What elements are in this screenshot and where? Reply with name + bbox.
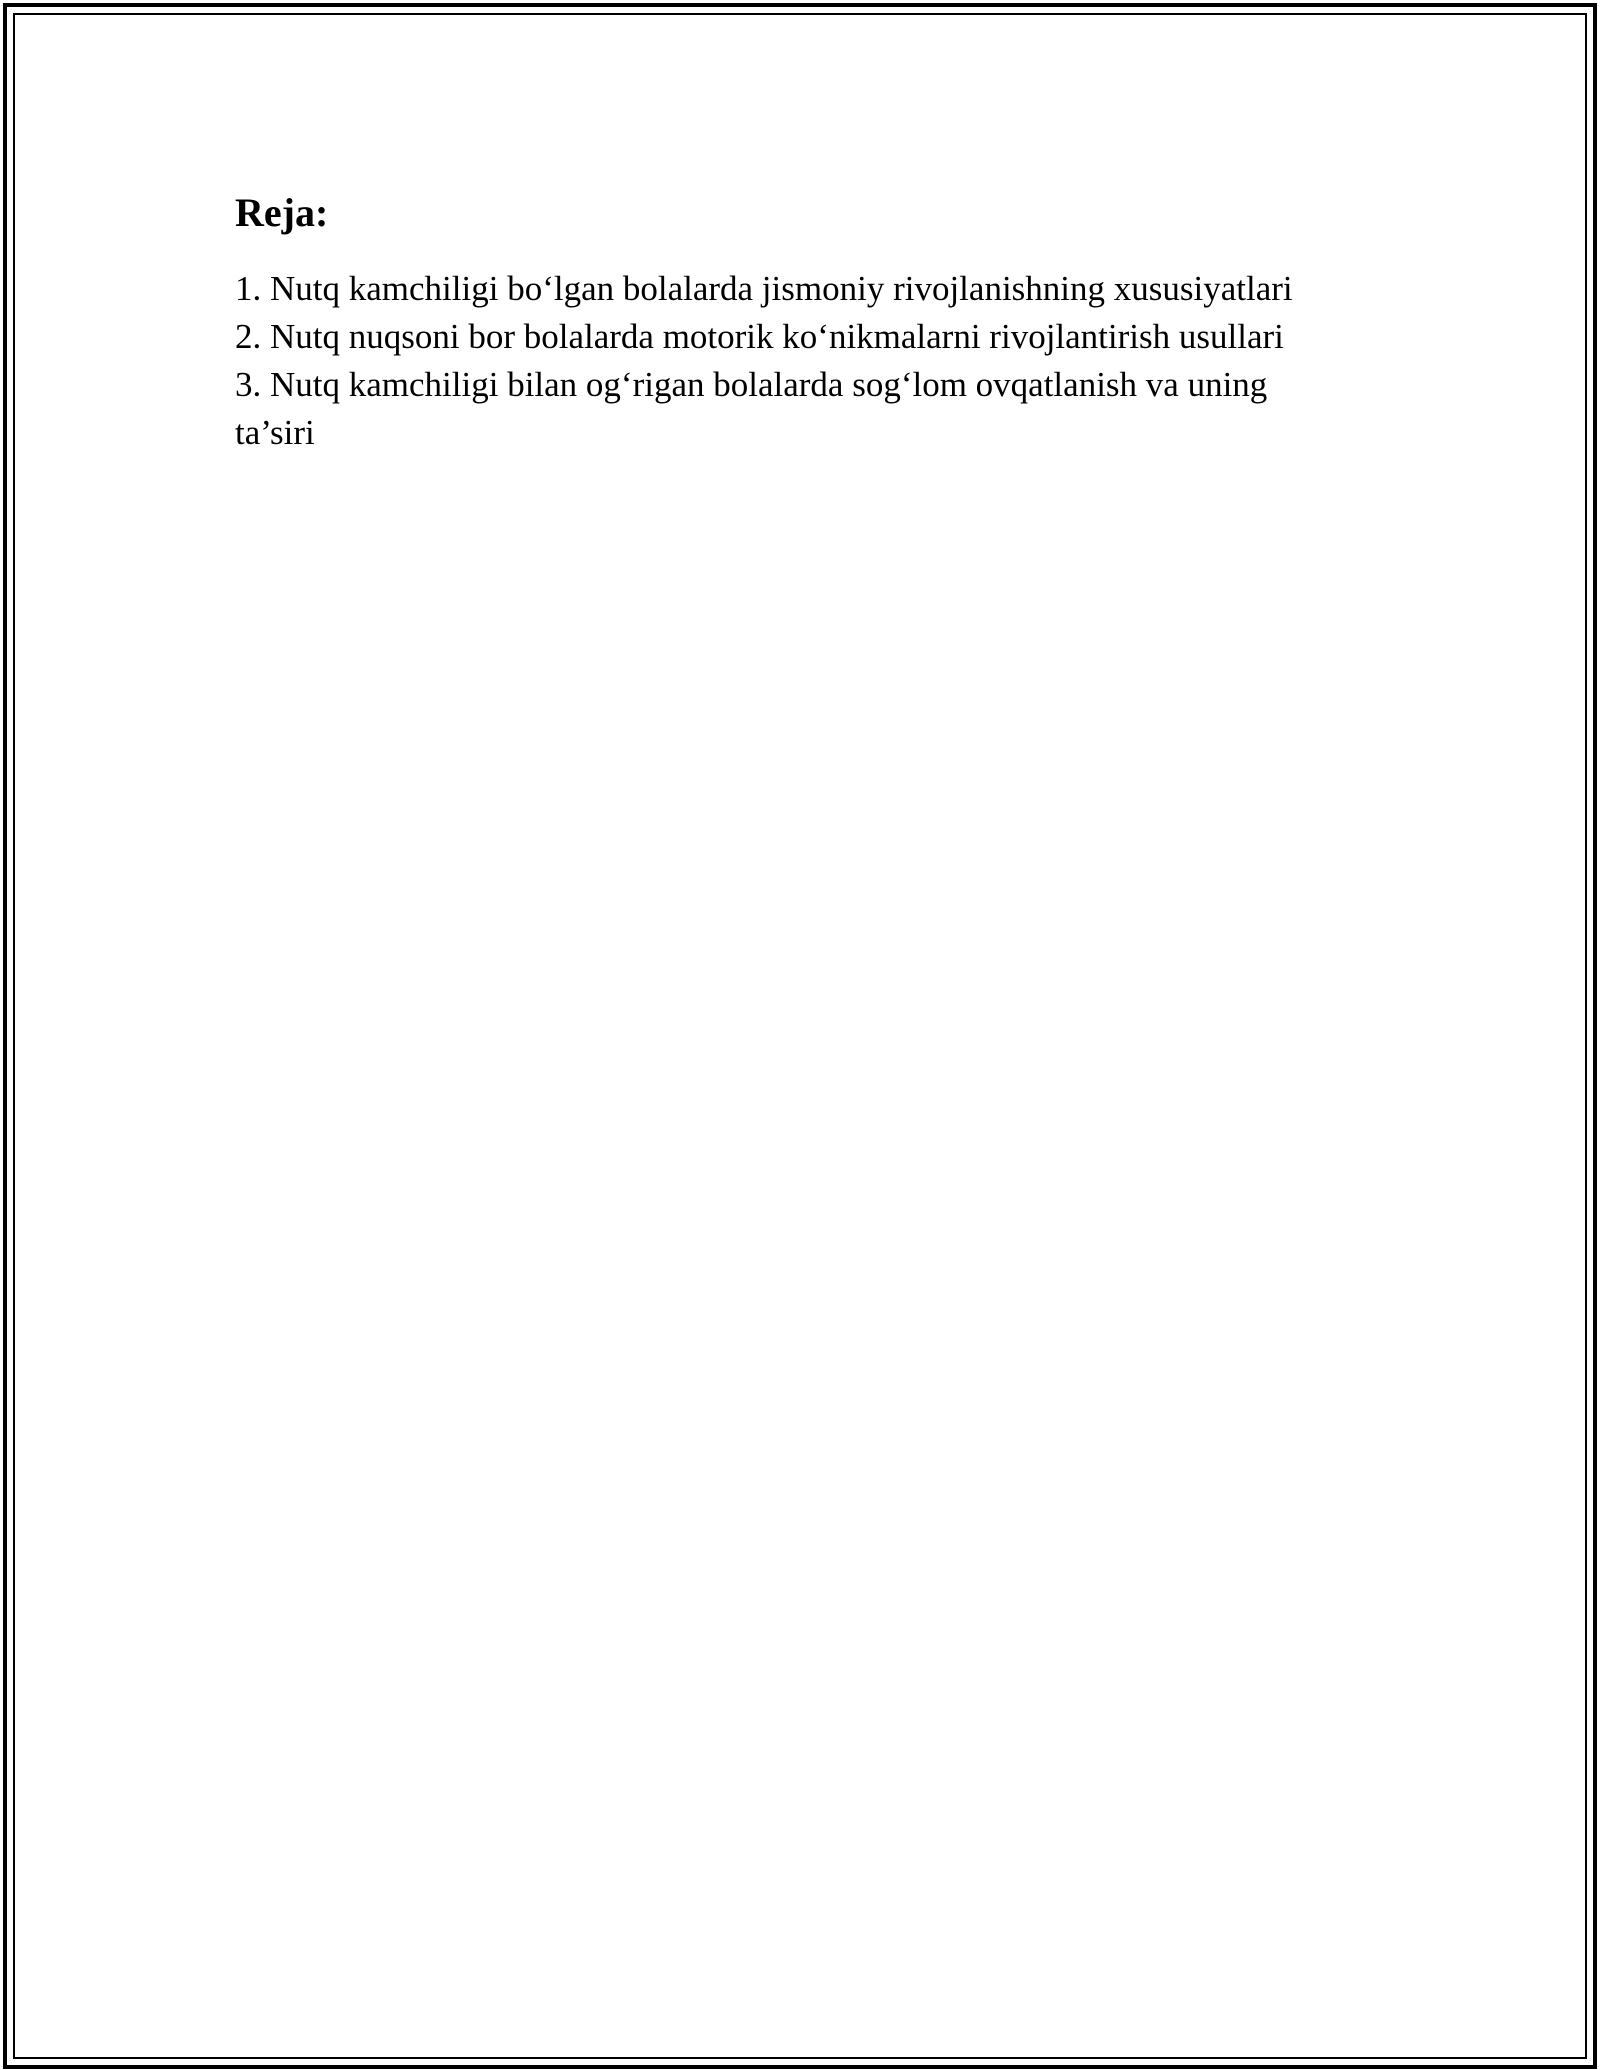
plan-list <box>235 265 1375 457</box>
plan-heading: Reja: <box>235 190 329 235</box>
plan-item-3: 3. Nutq kamchiligi bilan og‘rigan bolalarda sog‘lom ovqatlanish va uning ta’siri <box>235 365 1268 452</box>
plan-item-2: 2. Nutq nuqsoni bor bolalarda motorik ko‘nikmalarni rivojlantirish usullari <box>235 317 1284 356</box>
plan-item-1: 1. Nutq kamchiligi bo‘lgan bolalarda jismoniy rivojlanishning xususiyatlari <box>235 269 1293 308</box>
document-content <box>235 185 1375 457</box>
